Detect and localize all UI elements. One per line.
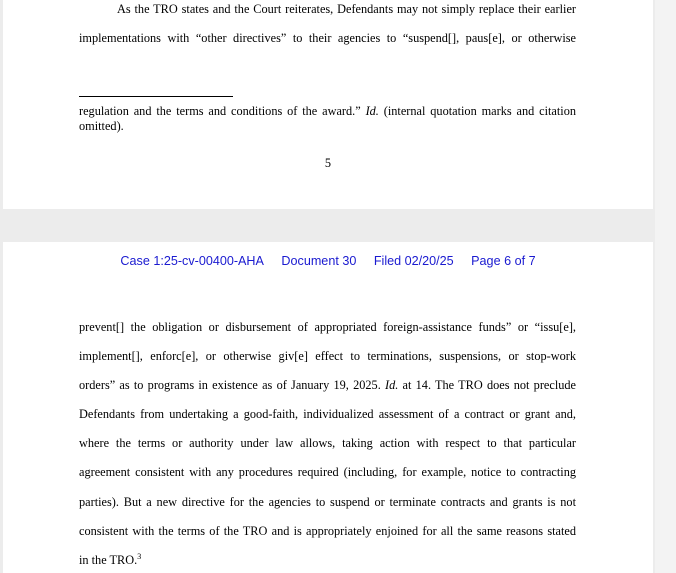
- footnote-line: omitted).: [79, 119, 124, 133]
- filed-date: Filed 02/20/25: [373, 254, 454, 268]
- viewer-side-strip: [655, 0, 676, 573]
- page-indicator: Page 6 of 7: [471, 254, 536, 268]
- body-line: parties). But a new directive for the agencies to suspend or terminate contracts and grants is not: [79, 495, 576, 509]
- body-line: in the TRO.$^3$: [79, 552, 142, 567]
- body-line: consistent with the terms of the TRO and is appropriately enjoined for all the same reasons stated: [79, 524, 576, 538]
- footnote-separator: [79, 96, 233, 97]
- pdf-page-5: [3, 0, 653, 209]
- body-line: where the terms or authority under law allows, taking action with respect to that particular: [79, 436, 576, 450]
- body-line: Defendants from undertaking a good-faith, individualized assessment of a contract or grant and,: [79, 407, 576, 421]
- document-number: Document 30: [281, 254, 357, 268]
- body-line: agreement consistent with any procedures required (including, for example, notice to contracting: [79, 465, 576, 479]
- case-header: [3, 254, 653, 268]
- pdf-page-6: [3, 242, 653, 573]
- body-line: implementations with “other directives” to their agencies to “suspend[], paus[e], or otherwise: [79, 31, 576, 45]
- footnote-line: regulation and the terms and conditions of the award.” Id. (internal quotation marks and citation: [79, 104, 576, 118]
- body-line: As the TRO states and the Court reiterates, Defendants may not simply replace their earlier: [117, 2, 576, 16]
- body-line: prevent[] the obligation or disbursement of appropriated foreign-assistance funds” or “issu[e],: [79, 320, 576, 334]
- page-number: 5: [324, 156, 332, 170]
- case-number: Case 1:25-cv-00400-AHA: [120, 254, 264, 268]
- footnote-reference[interactable]: 3: [137, 552, 142, 561]
- body-line: implement[], enforc[e], or otherwise giv[e] effect to terminations, suspensions, or stop-work: [79, 349, 576, 363]
- body-line: orders” as to programs in existence as of January 19, 2025. Id. at 14. The TRO does not preclude: [79, 378, 576, 392]
